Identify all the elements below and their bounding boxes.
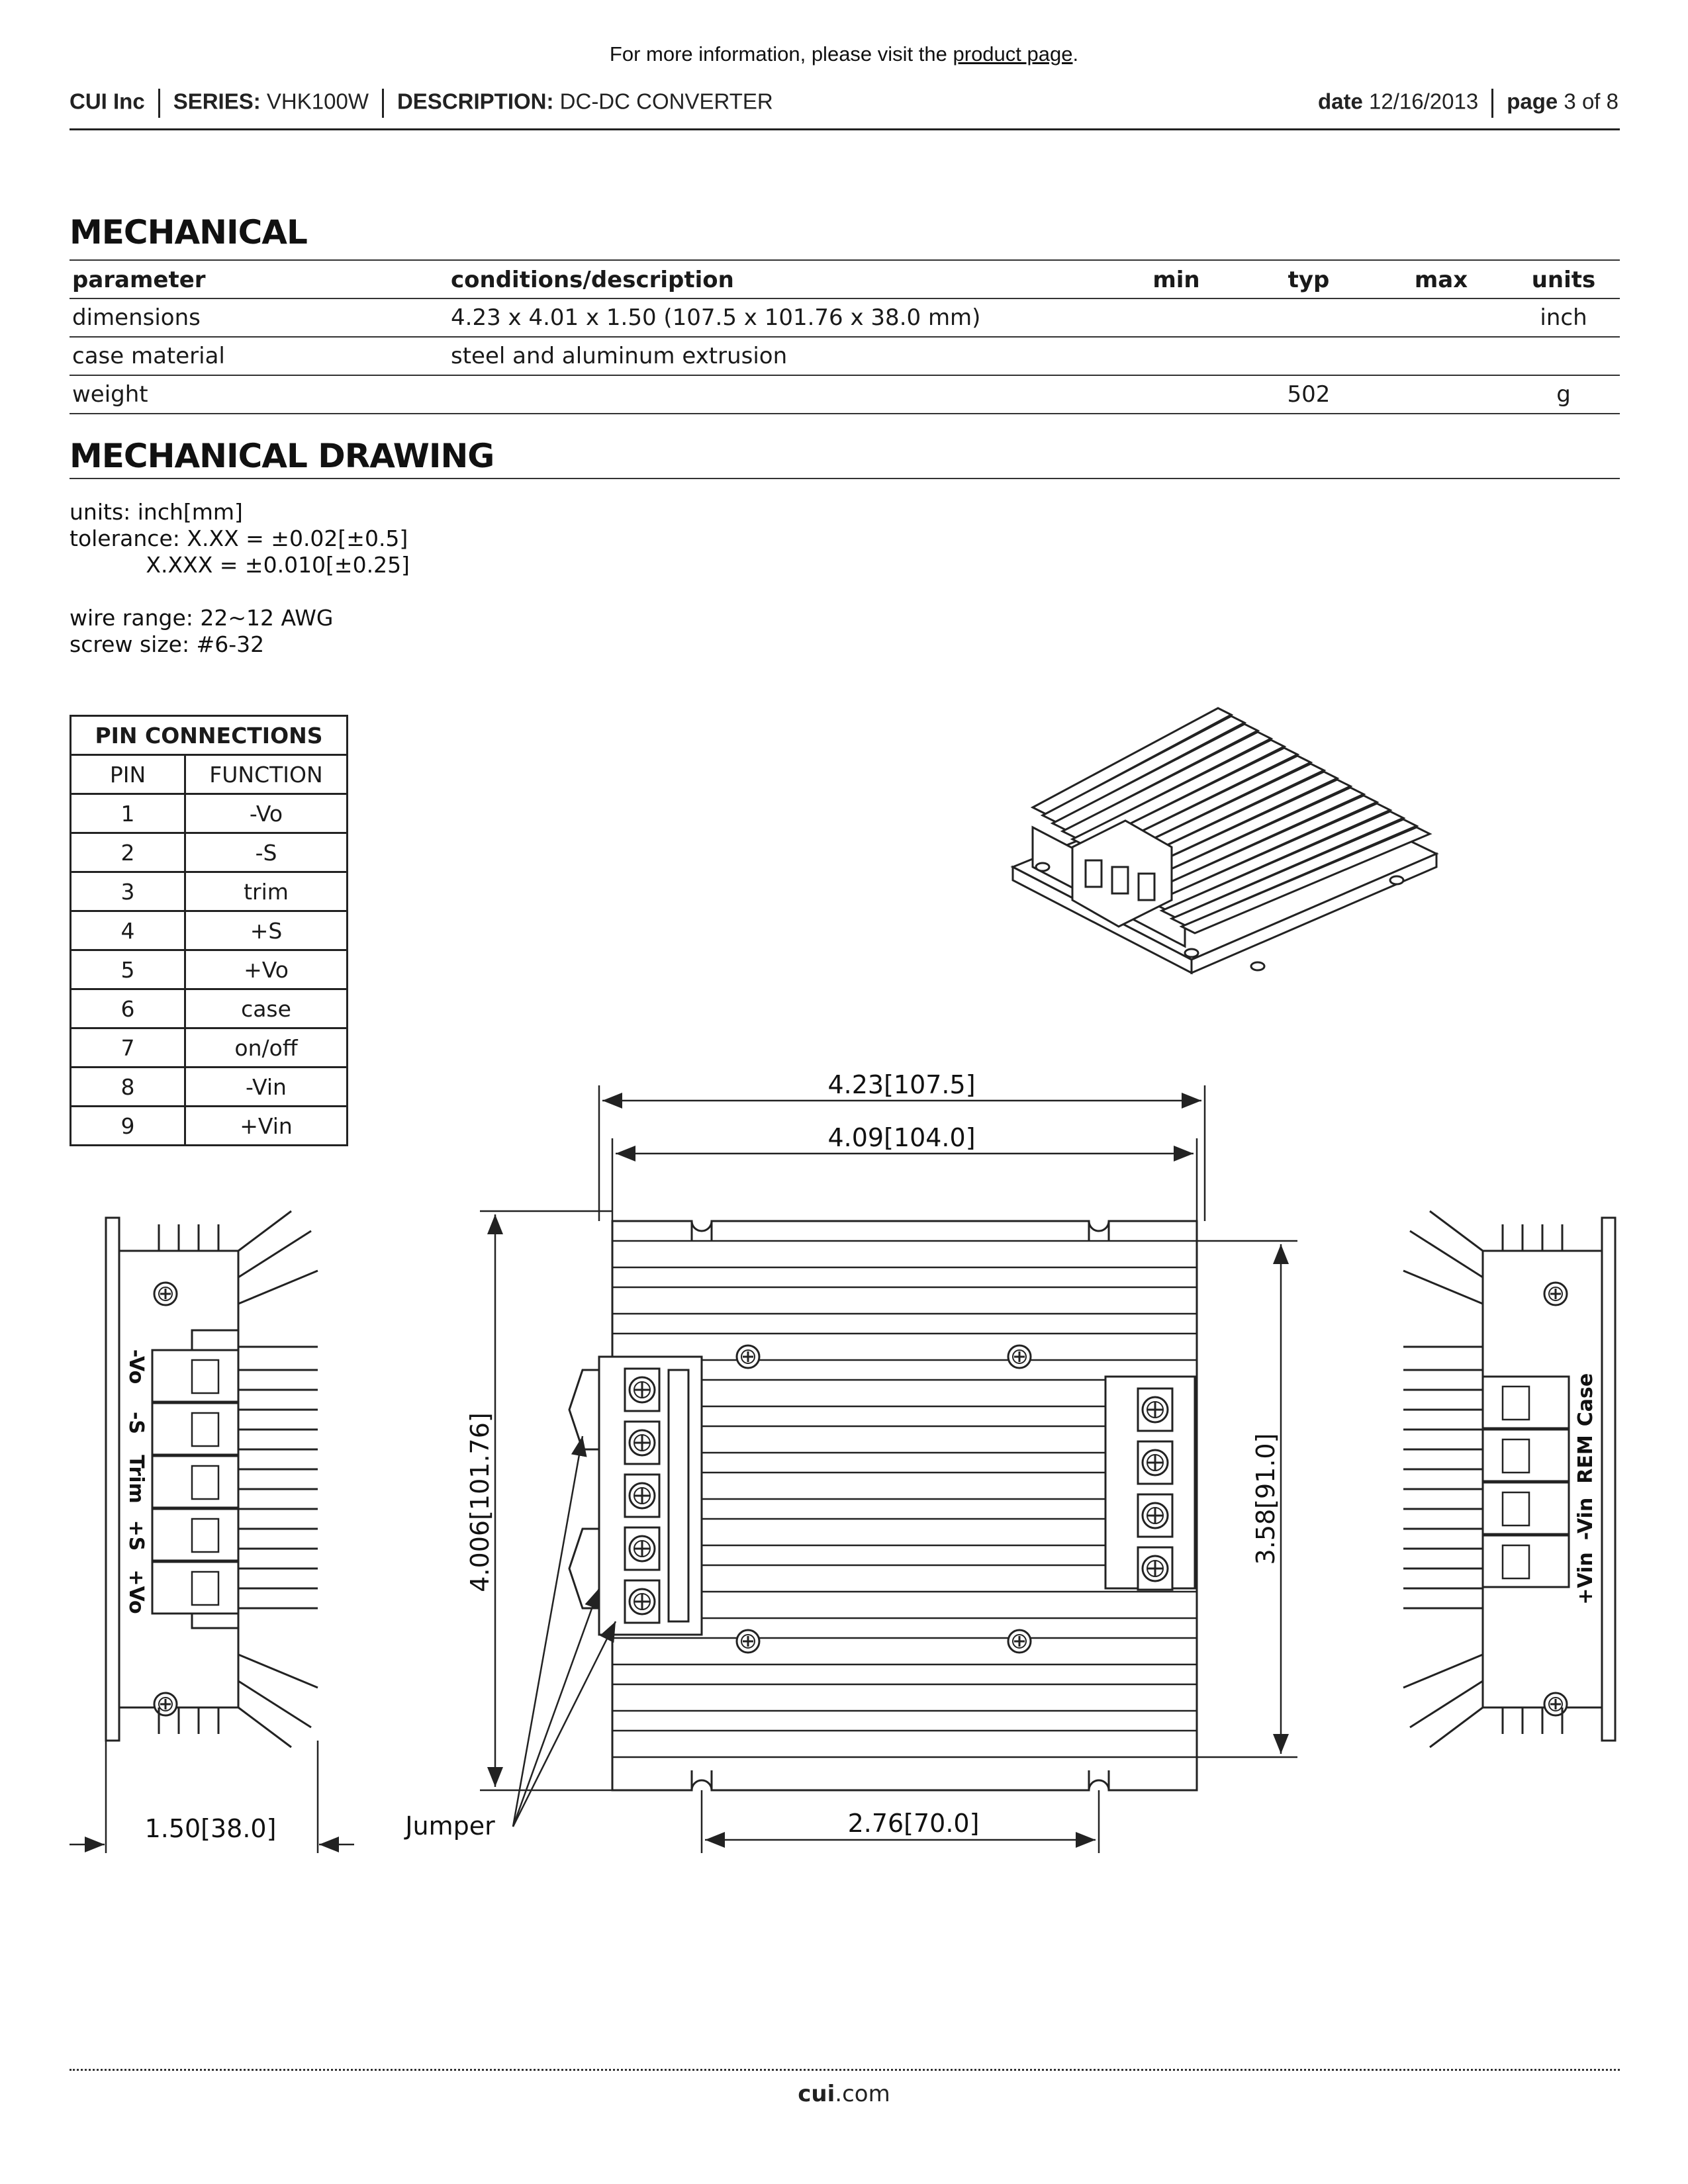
terminal-label: -Vo [124,1349,148,1385]
cell: 3 [71,872,185,911]
tolerance-note-1: tolerance: X.XX = ±0.02[±0.5] [70,525,408,551]
page-value: 3 of 8 [1564,89,1618,114]
cell: 7 [71,1028,185,1068]
footer [0,2081,1688,2107]
terminal-label: REM [1574,1435,1597,1484]
dim-width-inner: 4.09[104.0] [827,1123,976,1152]
terminal-label: -S [124,1411,148,1435]
top-view [569,1221,1197,1790]
company-name: CUI Inc [70,89,145,114]
cell: 6 [71,989,185,1028]
terminal-label: -Vin [1574,1497,1597,1541]
cell: steel and aluminum extrusion [448,337,1110,375]
mechanical-drawing-title: MECHANICAL DRAWING [70,437,494,475]
cell: on/off [185,1028,348,1068]
cell: 5 [71,950,185,989]
cell: 1 [71,794,185,833]
col-parameter: parameter [70,262,448,298]
cell: case material [70,337,448,375]
screw-size-note: screw size: #6-32 [70,631,265,657]
mechanical-title: MECHANICAL [70,213,307,251]
cell: weight [70,375,448,414]
cell: trim [185,872,348,911]
date-value: 12/16/2013 [1369,89,1479,114]
terminal-label: Trim [124,1455,148,1504]
top-note: For more information, please visit the product page. [609,42,1079,66]
product-page-link[interactable]: product page [953,42,1073,66]
cell: +Vin [185,1107,348,1146]
wire-range-note: wire range: 22~12 AWG [70,605,334,631]
cell: 9 [71,1107,185,1146]
cell: inch [1507,298,1620,337]
isometric-view [1013,708,1436,973]
cell: case [185,989,348,1028]
cell: 4.23 x 4.01 x 1.50 (107.5 x 101.76 x 38.0 mm) [448,298,1110,337]
function-col-header: FUNCTION [185,755,348,794]
terminal-label: Case [1574,1373,1597,1427]
date-label: date [1318,89,1363,114]
col-conditions: conditions/description [448,262,1110,298]
col-units: units [1507,262,1620,298]
dim-height-overall: 4.006[101.76] [465,1412,494,1592]
cell: -S [185,833,348,872]
pin-col-header: PIN [71,755,185,794]
series-value: VHK100W [266,89,369,114]
pin-connections-title: PIN CONNECTIONS [71,716,348,755]
description-value: DC-DC CONVERTER [559,89,773,114]
dim-width-overall: 4.23[107.5] [827,1070,976,1099]
terminal-label: +S [124,1520,148,1551]
jumper-label: Jumper [405,1811,495,1841]
cell: +Vo [185,950,348,989]
terminal-label: +Vo [124,1569,148,1614]
dim-depth: 1.50[38.0] [144,1814,277,1843]
page-label: page [1507,89,1558,114]
col-max: max [1375,262,1507,298]
col-min: min [1110,262,1243,298]
col-typ: typ [1243,262,1375,298]
cell: 8 [71,1068,185,1107]
terminal-label: +Vin [1574,1552,1597,1605]
footer-brand: cui [798,2081,835,2107]
cell: 2 [71,833,185,872]
footer-rule [70,2069,1620,2071]
tolerance-note-2: X.XXX = ±0.010[±0.25] [70,552,410,578]
description-label: DESCRIPTION: [397,89,554,114]
cell: -Vo [185,794,348,833]
units-note: units: inch[mm] [70,499,243,525]
dim-mount-spacing: 2.76[70.0] [847,1809,980,1838]
footer-domain: .com [835,2081,890,2107]
cell: +S [185,911,348,950]
cell: 502 [1243,375,1375,414]
cell: g [1507,375,1620,414]
series-label: SERIES: [173,89,261,114]
dim-height-inner: 3.58[91.0] [1251,1433,1280,1565]
cell: dimensions [70,298,448,337]
cell: 4 [71,911,185,950]
cell: -Vin [185,1068,348,1107]
